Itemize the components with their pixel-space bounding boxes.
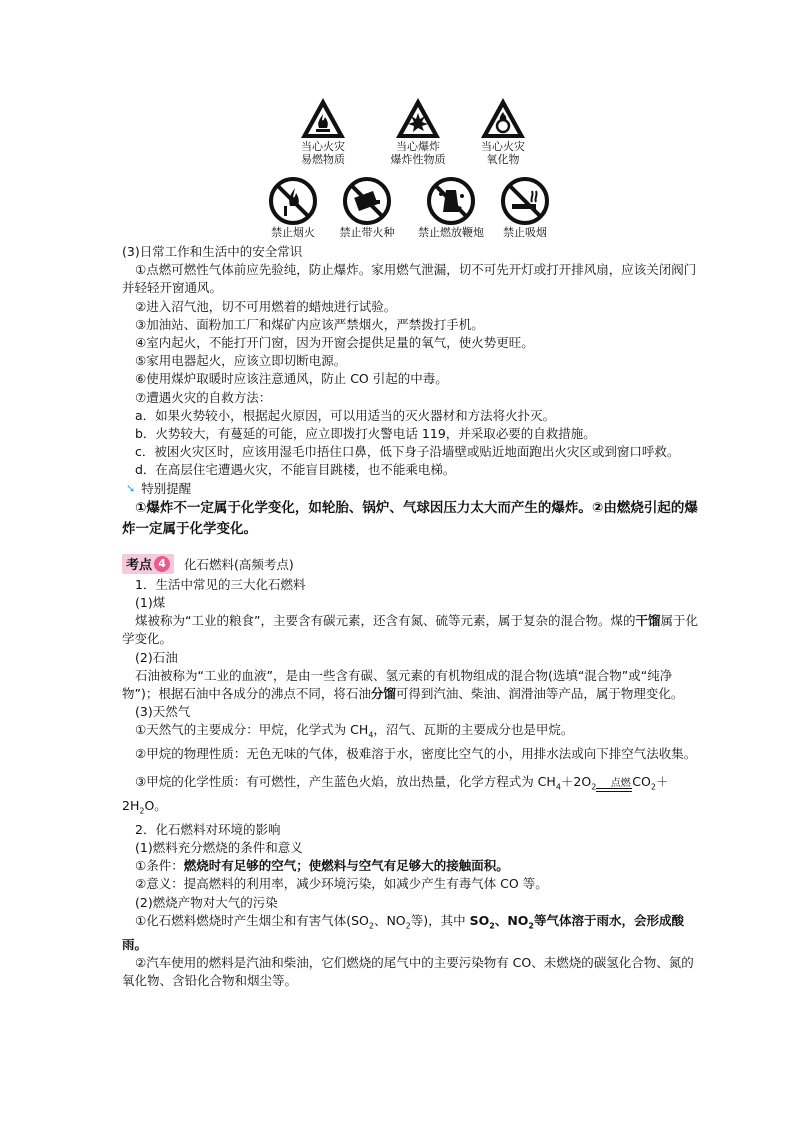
oil-text [122,667,700,703]
sign-caption-line1: 当心火灾 [301,140,345,153]
section-number: 4 [154,556,170,572]
sign-caption-line1: 当心爆炸 [396,140,440,153]
pollution-p1-sub2: 2 [405,921,411,931]
coal-text-a: 煤被称为“工业的粮食”，主要含有碳元素，还含有氮、硫等元素，属于复杂的混合物。煤的 [135,613,636,629]
oxidizer-hazard-icon [479,96,527,140]
no-smoking-icon [500,176,550,226]
safety-p1: ①点燃可燃性气体前应先验纯，防止爆炸。家用燃气泄漏，切不可先开灯或打开排风扇，应该关闭阀门并轻轻开窗通风。 [122,262,697,296]
condition-label: ①条件： [135,858,184,874]
coal-text-c: 属于化学变化。 [122,613,698,647]
gas-heading: (3)天然气 [135,704,191,720]
sign-caption-line2: 氧化物 [486,153,520,166]
pollution-p1-b: 、NO [373,912,406,928]
pollution-p1-d: SO [469,912,490,928]
sign-caption: 禁止烟火 [271,226,315,239]
pollution-p1-sub1: 2 [368,921,374,931]
fuels-h2: 2．化石燃料对环境的影响 [135,821,281,837]
tip-label-text: 特别提醒 [141,480,192,496]
pollution-p1-f: 等气体溶于雨水，会形成酸雨。 [122,912,685,952]
sign-caption: 禁止吸烟 [503,226,547,239]
gas-p3-sub4: 2 [139,806,145,816]
body-text [122,243,700,990]
fire-hazard-icon [299,96,347,140]
safety-heading: (3)日常工作和生活中的安全常识 [122,244,303,259]
pollution-p2: ②汽车使用的燃料是汽油和柴油，它们燃烧的尾气中的主要污染物有 CO、未燃烧的碳氢化合物、氮的氧化物、含铅化合物和烟尘等。 [122,954,694,988]
safety-p6-end: 引起的中毒。 [372,371,448,387]
sign-no-smoking [480,176,570,239]
sign-oxidizer-hazard [443,96,563,166]
pollution-p1-c: 等)，其中 [410,912,470,928]
section-header [122,554,700,574]
sign-caption: 禁止燃放鞭炮 [418,226,484,239]
section-badge-text: 考点 [126,558,153,574]
coal-term-distillation: 干馏 [635,613,661,629]
no-fireworks-icon [426,176,476,226]
pollution-p1 [122,912,700,954]
pollution-heading: (2)燃烧产物对大气的污染 [135,894,278,910]
safety-p6-text: ⑥使用煤炉取暖时应该注意通风，防止 [135,371,347,387]
self-rescue-b: b．火势较大，有蔓延的可能，应立即拨打火警电话 119，并采取必要的自救措施。 [135,426,596,442]
gas-p3-b: ＋2O [560,774,592,790]
self-rescue-a: a．如果火势较小，根据起火原因，可以用适当的灭火器材和方法将火扑灭。 [135,407,556,423]
fuels-h1: 1．生活中常见的三大化石燃料 [135,576,306,592]
oil-text-c: 可得到汽油、柴油、润滑油等产品，属于物理变化。 [395,686,684,702]
gas-p1-sub: 4 [368,730,374,740]
special-tip-text: ①爆炸不一定属于化学变化，如轮胎、锅炉、气球因压力太大而产生的爆炸。②由燃烧引起的爆炸一定属于化学变化。 [122,499,698,537]
pollution-p1-sub3: 2 [489,921,495,931]
combustion-heading: (1)燃料充分燃烧的条件和意义 [135,839,303,855]
warning-signs-row [0,96,794,176]
gas-p1 [122,721,700,745]
special-tip-label [122,480,700,498]
gas-p3-e: O。 [144,798,167,814]
combustion-meaning: ②意义：提高燃料的利用率，减少环境污染，如减少产生有毒气体 CO 等。 [135,876,548,892]
oil-text-a: 石油被称为“工业的血液”，是由一些含有碳、氢元素的有机物组成的混合物(选填“混合物”或“纯净物”)；根据石油中各成分的沸点不同，将石油 [122,667,673,702]
gas-p3-a: ③甲烷的化学性质：有可燃性，产生蓝色火焰，放出热量，化学方程式为 CH [135,774,556,790]
pollution-p1-sub4: 2 [528,921,534,931]
tip-arrow-icon: ➘ [126,481,136,495]
gas-p1-c: ，沼气、瓦斯的主要成分也是甲烷。 [373,722,574,738]
safety-p3: ③加油站、面粉加工厂和煤矿内应该严禁烟火，严禁拨打手机。 [135,316,484,332]
safety-p2: ②进入沼气池，切不可用燃着的蜡烛进行试验。 [135,298,397,314]
self-rescue-d: d．在高层住宅遭遇火灾，不能盲目跳楼，也不能乘电梯。 [135,462,456,478]
section-badge [122,554,174,574]
pollution-p1-a: ①化石燃料燃烧时产生烟尘和有害气体(SO [135,912,369,928]
safety-p4: ④室内起火，不能打开门窗，因为开窗会提供足量的氧气，使火势更旺。 [135,335,534,351]
safety-p7: ⑦遭遇火灾的自救方法： [135,389,272,405]
safety-p6 [122,370,700,388]
sign-no-kindling [322,176,412,239]
gas-p3 [122,773,700,820]
gas-p3-d: ＋2H [122,774,669,814]
explosion-hazard-icon [394,96,442,140]
coal-heading: (1)煤 [135,595,166,611]
combustion-condition [122,857,700,875]
safety-p6-co: CO [346,371,373,387]
safety-p5: ⑤家用电器起火，应该立即切断电源。 [135,353,347,369]
sign-caption-line2: 爆炸性物质 [390,153,446,166]
gas-p2: ②甲烷的物理性质：无色无味的气体，极难溶于水，密度比空气的小，用排水法或向下排空气法收集。 [135,746,697,762]
oil-term-fractionation: 分馏 [370,686,396,702]
gas-p3-sub3: 2 [650,782,656,792]
sign-caption: 禁止带火种 [339,226,395,239]
reaction-arrow [596,778,632,797]
condition-text: 燃烧时有足够的空气；使燃料与空气有足够大的接触面积。 [183,858,509,874]
no-kindling-icon [342,176,392,226]
gas-p3-sub2: 2 [591,782,597,792]
reaction-condition: 点燃 [610,778,631,790]
prohibition-signs-row [0,176,794,246]
sign-caption-line1: 当心火灾 [481,140,525,153]
pollution-p1-e: 、NO [494,912,529,928]
no-open-flame-icon [268,176,318,226]
coal-text [122,612,700,648]
gas-p3-c: CO [632,774,651,790]
sign-caption-line2: 易燃物质 [301,153,345,166]
gas-p3-sub1: 4 [555,782,561,792]
oil-heading: (2)石油 [135,649,178,665]
gas-p1-a: ①天然气的主要成分：甲烷，化学式为 CH [135,722,369,738]
section-title: 化石燃料(高频考点) [184,556,294,572]
self-rescue-c: c．被困火灾区时，应该用湿毛巾捂住口鼻，低下身子沿墙壁或贴近地面跑出火灾区或到窗口呼救。 [135,444,680,460]
